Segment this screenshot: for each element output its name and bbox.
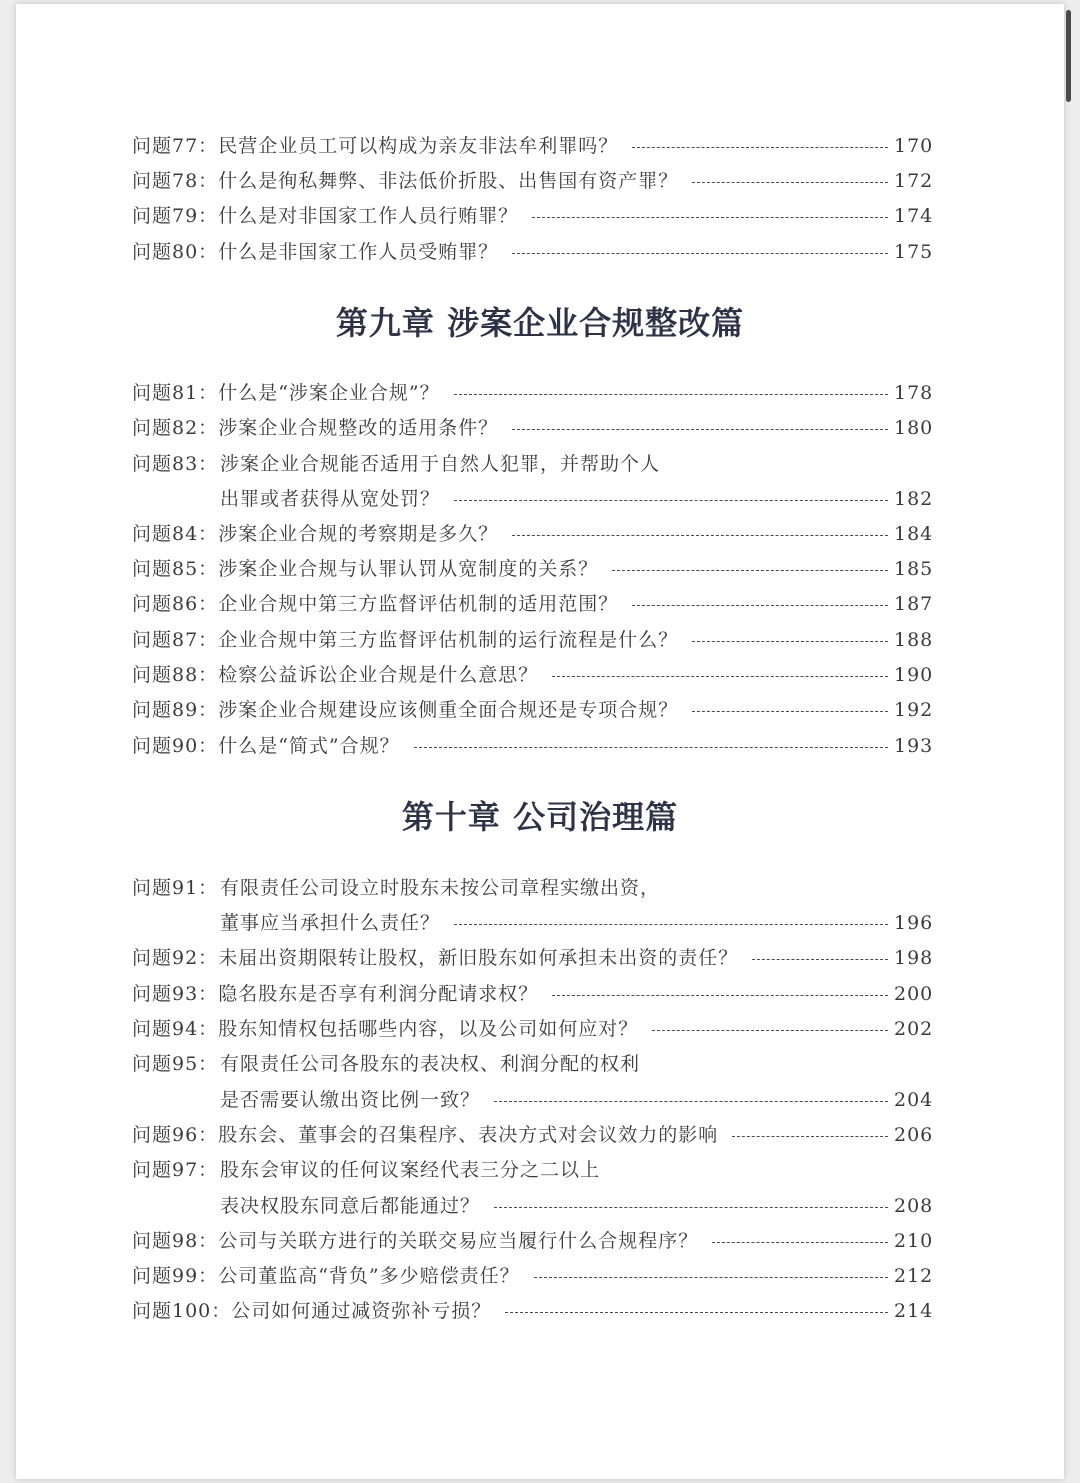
toc-entry[interactable] [132, 695, 932, 725]
question-title: 公司如何通过减资弥补亏损？ [231, 1300, 492, 1322]
question-title: 出罪或者获得从宽处罚？ [220, 488, 441, 510]
question-title: 隐名股东是否享有利润分配请求权？ [218, 983, 539, 1005]
toc-entry[interactable] [132, 519, 932, 549]
question-label: 问题87： [132, 629, 219, 651]
question-label: 问题77： [132, 135, 219, 157]
dot-leader [414, 747, 888, 748]
page-number: 188 [894, 629, 934, 651]
toc-entry[interactable] [132, 554, 932, 584]
page-number: 172 [894, 170, 934, 192]
page-number: 208 [894, 1195, 934, 1217]
toc-entry-continuation[interactable] [132, 1085, 932, 1115]
page-number: 193 [894, 735, 934, 757]
page-number: 182 [894, 488, 934, 510]
question-label: 问题78： [132, 170, 219, 192]
toc-entry-continuation[interactable] [132, 1191, 932, 1221]
dot-leader [632, 605, 888, 606]
question-label: 问题90： [132, 735, 219, 757]
page-number: 200 [894, 983, 934, 1005]
question-title: 股东会、董事会的召集程序、表决方式对会议效力的影响 [218, 1124, 719, 1146]
question-title: 检察公益诉讼企业合规是什么意思？ [218, 664, 539, 686]
page-number: 174 [894, 205, 934, 227]
toc-entry[interactable] [132, 731, 932, 761]
toc-entry[interactable] [132, 1014, 932, 1044]
page-number: 192 [894, 699, 934, 721]
question-label: 问题95： [132, 1053, 219, 1075]
dot-leader [712, 1242, 888, 1243]
question-title: 未届出资期限转让股权，新旧股东如何承担未出资的责任？ [218, 947, 739, 969]
page-number: 185 [894, 558, 934, 580]
dot-leader [494, 1207, 888, 1208]
question-title: 什么是“简式”合规？ [218, 735, 400, 757]
page-number: 180 [894, 417, 934, 439]
question-label: 问题80： [132, 241, 219, 263]
page-number: 178 [894, 382, 934, 404]
toc-entry[interactable] [132, 660, 932, 690]
question-label: 问题88： [132, 664, 219, 686]
question-title: 什么是徇私舞弊、非法低价折股、出售国有资产罪？ [218, 170, 679, 192]
question-label: 问题96： [132, 1124, 219, 1146]
question-label: 问题85： [132, 558, 219, 580]
question-title: 什么是非国家工作人员受贿罪？ [218, 241, 499, 263]
toc-entry[interactable] [132, 449, 932, 479]
toc-entry[interactable] [132, 1049, 932, 1079]
question-label: 问题86： [132, 593, 219, 615]
toc-entry[interactable] [132, 131, 932, 161]
dot-leader [454, 394, 888, 395]
page-number: 170 [894, 135, 934, 157]
question-label: 问题94： [132, 1018, 219, 1040]
dot-leader [652, 1030, 888, 1031]
page-number: 196 [894, 912, 934, 934]
toc-entry[interactable] [132, 1155, 932, 1185]
toc-entry[interactable] [132, 625, 932, 655]
page-number: 184 [894, 523, 934, 545]
question-title: 涉案企业合规与认罪认罚从宽制度的关系？ [218, 558, 599, 580]
page-number: 210 [894, 1230, 934, 1252]
toc-entry[interactable] [132, 979, 932, 1009]
toc-entry[interactable] [132, 378, 932, 408]
question-label: 问题97： [132, 1159, 219, 1181]
toc-entry[interactable] [132, 1120, 932, 1150]
page-number: 187 [894, 593, 934, 615]
question-title-line1: 有限责任公司各股东的表决权、利润分配的权利 [220, 1053, 641, 1075]
page-number: 175 [894, 241, 934, 263]
toc-entry[interactable] [132, 1296, 932, 1326]
question-label: 问题82： [132, 417, 219, 439]
question-title: 涉案企业合规的考察期是多久？ [218, 523, 499, 545]
question-title: 民营企业员工可以构成为亲友非法牟利罪吗？ [218, 135, 619, 157]
page-number: 204 [894, 1089, 934, 1111]
dot-leader [494, 1101, 888, 1102]
question-label: 问题99： [132, 1265, 219, 1287]
question-title: 董事应当承担什么责任？ [220, 912, 441, 934]
toc-entry[interactable] [132, 1226, 932, 1256]
question-title: 企业合规中第三方监督评估机制的适用范围？ [218, 593, 619, 615]
question-title: 公司董监高“背负”多少赔偿责任？ [218, 1265, 520, 1287]
question-label: 问题92： [132, 947, 219, 969]
toc-entry[interactable] [132, 166, 932, 196]
dot-leader [534, 1277, 888, 1278]
page-number: 202 [894, 1018, 934, 1040]
dot-leader [532, 217, 888, 218]
chapter-heading: 第十章 公司治理篇 [401, 798, 679, 836]
question-label: 问题79： [132, 205, 219, 227]
question-title: 什么是对非国家工作人员行贿罪？ [218, 205, 519, 227]
chapter-heading: 第九章 涉案企业合规整改篇 [335, 304, 745, 342]
question-label: 问题98： [132, 1230, 219, 1252]
question-title-line1: 涉案企业合规能否适用于自然人犯罪，并帮助个人 [220, 453, 661, 475]
toc-entry[interactable] [132, 201, 932, 231]
question-label: 问题81： [132, 382, 219, 404]
dot-leader [454, 924, 888, 925]
question-title: 涉案企业合规建设应该侧重全面合规还是专项合规？ [218, 699, 679, 721]
page-number: 206 [894, 1124, 934, 1146]
toc-entry-continuation[interactable] [132, 484, 932, 514]
question-title: 什么是“涉案企业合规”？ [218, 382, 440, 404]
dot-leader [752, 959, 888, 960]
dot-leader [612, 570, 888, 571]
page-number: 214 [894, 1300, 934, 1322]
scrollbar[interactable] [1066, 10, 1071, 102]
question-label: 问题83： [132, 453, 219, 475]
toc-entry[interactable] [132, 237, 932, 267]
dot-leader [692, 641, 888, 642]
dot-leader [732, 1136, 888, 1137]
question-title: 企业合规中第三方监督评估机制的运行流程是什么？ [218, 629, 679, 651]
dot-leader [692, 182, 888, 183]
toc-entry-continuation[interactable] [132, 908, 932, 938]
question-title-line1: 有限责任公司设立时股东未按公司章程实缴出资， [220, 877, 661, 899]
dot-leader [692, 711, 888, 712]
toc-entry[interactable] [132, 413, 932, 443]
dot-leader [552, 676, 888, 677]
toc-entry[interactable] [132, 1261, 932, 1291]
question-title: 股东知情权包括哪些内容，以及公司如何应对？ [218, 1018, 639, 1040]
page-number: 190 [894, 664, 934, 686]
question-title: 公司与关联方进行的关联交易应当履行什么合规程序？ [218, 1230, 699, 1252]
question-title: 表决权股东同意后都能通过？ [220, 1195, 481, 1217]
question-title: 涉案企业合规整改的适用条件？ [218, 417, 499, 439]
toc-entry[interactable] [132, 873, 932, 903]
question-title: 是否需要认缴出资比例一致？ [220, 1089, 481, 1111]
toc-entry[interactable] [132, 943, 932, 973]
dot-leader [512, 253, 888, 254]
question-label: 问题91： [132, 877, 219, 899]
question-label: 问题84： [132, 523, 219, 545]
toc-entry[interactable] [132, 589, 932, 619]
question-label: 问题89： [132, 699, 219, 721]
page-number: 198 [894, 947, 934, 969]
question-label: 问题93： [132, 983, 219, 1005]
question-label: 问题100： [132, 1300, 232, 1322]
dot-leader [505, 1312, 888, 1313]
dot-leader [632, 147, 888, 148]
dot-leader [552, 995, 888, 996]
question-title-line1: 股东会审议的任何议案经代表三分之二以上 [220, 1159, 601, 1181]
page-number: 212 [894, 1265, 934, 1287]
dot-leader [512, 535, 888, 536]
dot-leader [512, 429, 888, 430]
dot-leader [454, 500, 888, 501]
